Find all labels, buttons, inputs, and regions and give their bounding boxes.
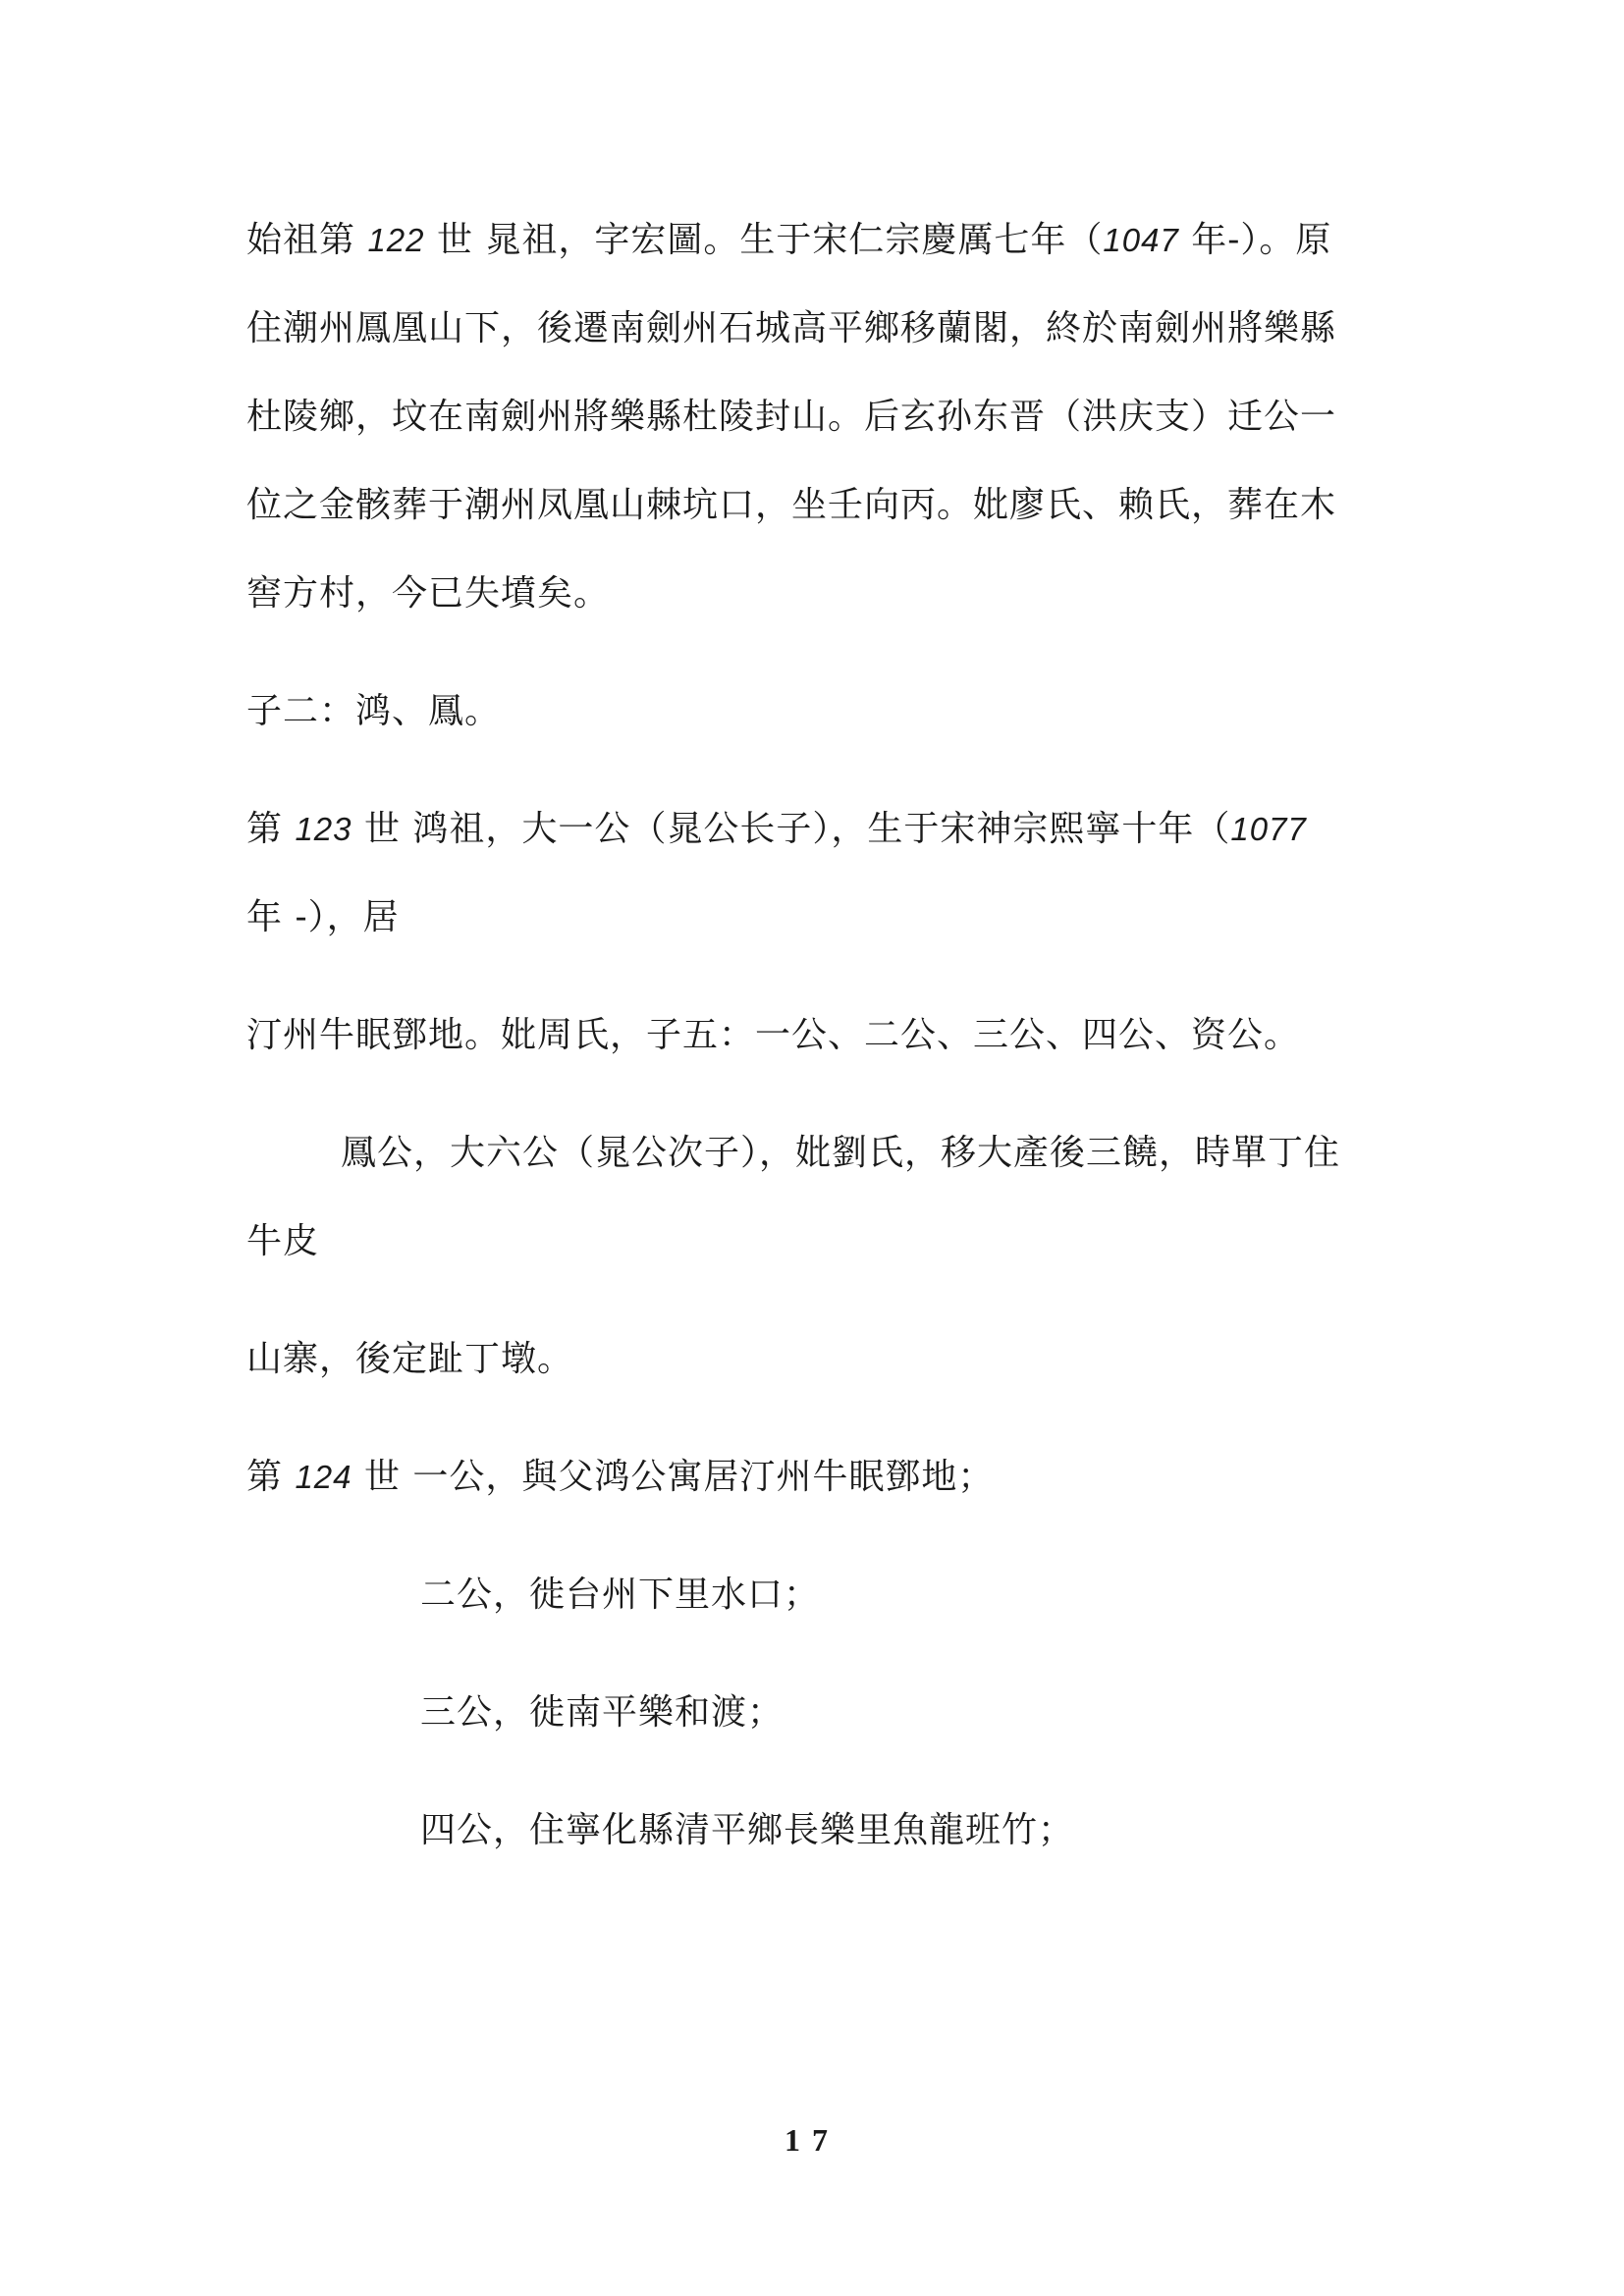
page-number: 17 [785,2122,839,2158]
paragraph-1-line-3: 杜陵鄉，坟在南劍州將樂縣杜陵封山。后玄孙东晋（洪庆支）迁公一 [246,397,1337,437]
paragraph-7 [246,1453,994,1502]
paragraph-1-line-5: 窖方村，今已失墳矣。 [246,573,611,614]
paragraph-5-line-2: 牛皮 [246,1221,320,1261]
text-segment: 第 [246,1457,296,1497]
text-segment: 年-）。原 [1178,220,1332,260]
paragraph-9: 三公，徙南平樂和渡； [420,1692,785,1733]
text-segment: 世 晁祖，字宏圖。生于宋仁宗慶厲七年（ [424,220,1104,260]
generation-number: 122 [367,222,425,258]
year-number: 1047 [1103,222,1179,258]
paragraph-3-line-1 [246,805,1307,854]
year-number: 1077 [1230,811,1307,847]
paragraph-8: 二公，徙台州下里水口； [420,1575,821,1615]
text-segment: 世 鸿祖，大一公（晁公长子），生于宋神宗熙寧十年（ [352,809,1231,849]
paragraph-1-line-4: 位之金骸葬于潮州凤凰山棘坑口，坐壬向丙。妣廖氏、赖氏，葬在木 [246,485,1337,525]
paragraph-10: 四公，住寧化縣清平鄉長樂里魚龍班竹； [420,1810,1075,1850]
text-segment: 第 [246,809,296,849]
paragraph-1-line-1 [246,216,1331,265]
paragraph-1-line-2: 住潮州鳳凰山下，後遷南劍州石城高平鄉移蘭閣，終於南劍州將樂縣 [246,308,1337,348]
text-segment: 始祖第 [246,220,368,260]
generation-number: 124 [295,1459,352,1495]
text-segment: 世 一公，與父鸿公寓居汀州牛眠鄧地； [352,1457,995,1497]
generation-number: 123 [295,811,352,847]
paragraph-2: 子二：鸿、鳳。 [246,691,502,731]
paragraph-5-line-1: 鳳公，大六公（晁公次子），妣劉氏，移大產後三饒，時單丁住 [341,1133,1341,1173]
paragraph-6: 山寨，後定趾丁墩。 [246,1339,574,1379]
paragraph-3-line-2: 年 -），居 [246,897,400,937]
paragraph-4: 汀州牛眠鄧地。妣周氏，子五：一公、二公、三公、四公、资公。 [246,1015,1301,1055]
